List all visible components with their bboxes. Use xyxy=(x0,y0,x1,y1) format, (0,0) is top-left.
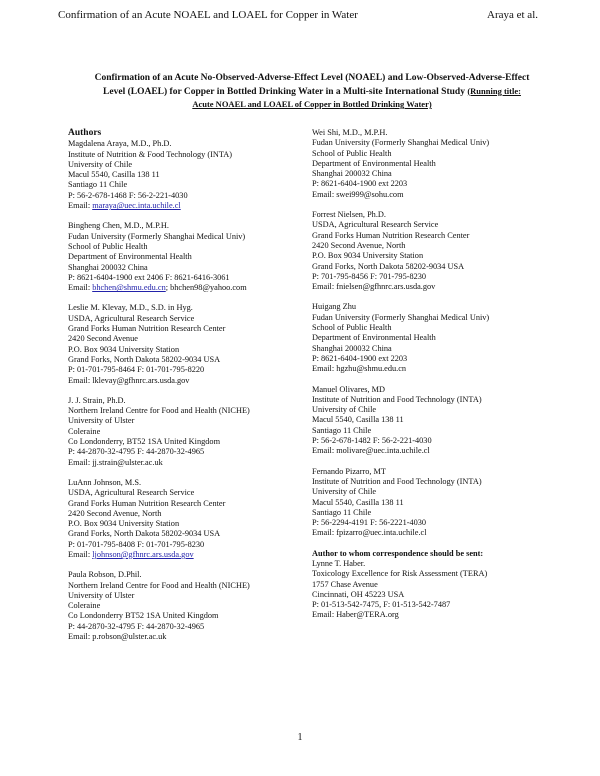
author-detail-line: Co Londonderry BT52 1SA United Kingdom xyxy=(68,611,219,621)
author-detail-line: P: 701-795-8456 F: 701-795-8230 xyxy=(312,271,427,281)
email-line xyxy=(68,283,298,293)
author-detail-line: Fudan University (Formerly Shanghai Medical Univ) xyxy=(68,231,246,241)
author-detail-line: 2420 Second Avenue xyxy=(68,334,138,344)
author-detail-line: Grand Forks Human Nutrition Research Center xyxy=(68,498,226,508)
author-block xyxy=(68,221,298,293)
author-detail-line: Department of Environmental Health xyxy=(68,252,192,262)
author-detail-line: USDA, Agricultural Research Service xyxy=(68,313,195,323)
author-detail-line: Fudan University (Formerly Shanghai Medical Univ) xyxy=(312,312,490,322)
author-detail-line: Grand Forks Human Nutrition Research Center xyxy=(68,324,226,334)
right-author-list xyxy=(312,128,552,539)
author-detail-line: Shanghai 200032 China xyxy=(312,343,392,353)
author-detail-line: 2420 Second Avenue, North xyxy=(312,240,406,250)
author-detail-line: Coleraine xyxy=(68,426,101,436)
author-detail-line: Department of Environmental Health xyxy=(312,158,436,168)
author-detail-line: Northern Ireland Centre for Food and Health (NICHE) xyxy=(68,580,250,590)
author-detail-line: School of Public Health xyxy=(68,241,148,251)
email-extra: ; bhchen98@yahoo.com xyxy=(165,283,247,293)
author-detail-line: Grand Forks, North Dakota 58202-9034 USA xyxy=(68,354,221,364)
author-name: Manuel Olivares, MD xyxy=(312,384,386,394)
author-detail-line: P: 8621-6404-1900 ext 2203 xyxy=(312,353,408,363)
paper-title xyxy=(92,72,532,112)
author-block xyxy=(68,478,298,560)
author-block xyxy=(68,570,298,642)
author-detail-line: Email: swei999@sohu.com xyxy=(312,189,404,199)
correspondence-heading: Author to whom correspondence should be sent: xyxy=(312,548,484,558)
author-detail-line: University of Chile xyxy=(312,405,377,415)
author-detail-line: Coleraine xyxy=(68,601,101,611)
correspondence-line: Email: Haber@TERA.org xyxy=(312,610,399,620)
email-label: Email: xyxy=(68,283,93,293)
email-label: Email: xyxy=(68,201,93,211)
author-block xyxy=(312,467,552,539)
correspondence-line: Lynne T. Haber. xyxy=(312,558,366,568)
author-detail-line: P: 56-2-678-1482 F: 56-2-221-4030 xyxy=(312,436,432,446)
author-detail-line: P: 44-2870-32-4795 F: 44-2870-32-4965 xyxy=(68,447,205,457)
author-detail-line: P.O. Box 9034 University Station xyxy=(312,251,424,261)
email-link[interactable]: ljohnson@gfhnrc.ars.usda.gov xyxy=(92,549,194,559)
author-detail-line: Shanghai 200032 China xyxy=(312,169,392,179)
author-detail-line: P: 56-2-678-1468 F: 56-2-221-4030 xyxy=(68,190,188,200)
correspondence-line: 1757 Chase Avenue xyxy=(312,579,378,589)
author-detail-line: Macul 5540, Casilla 138 11 xyxy=(312,497,404,507)
author-block xyxy=(312,128,552,200)
author-detail-line: Santiago 11 Chile xyxy=(312,507,372,517)
author-detail-line: University of Chile xyxy=(68,159,133,169)
author-name: Paula Robson, D.Phil. xyxy=(68,570,142,580)
author-block xyxy=(312,385,552,457)
left-author-list xyxy=(68,139,298,642)
authors-right-column xyxy=(312,128,552,631)
author-detail-line: Institute of Nutrition and Food Technology (INTA) xyxy=(312,476,482,486)
author-detail-line: P.O. Box 9034 University Station xyxy=(68,519,180,529)
author-detail-line: School of Public Health xyxy=(312,323,392,333)
author-detail-line: Grand Forks, North Dakota 58202-9034 USA xyxy=(312,261,465,271)
author-detail-line: Fudan University (Formerly Shanghai Medical Univ) xyxy=(312,138,490,148)
correspondence-lines xyxy=(312,559,552,621)
correspondence-line: P: 01-513-542-7475, F: 01-513-542-7487 xyxy=(312,600,451,610)
author-detail-line: Department of Environmental Health xyxy=(312,333,436,343)
running-header: Confirmation of an Acute NOAEL and LOAEL for Copper in Water xyxy=(58,9,358,21)
author-block xyxy=(68,396,298,468)
author-block xyxy=(312,210,552,292)
author-detail-line: P.O. Box 9034 University Station xyxy=(68,344,180,354)
author-detail-line: Macul 5540, Casilla 138 11 xyxy=(68,170,160,180)
email-link[interactable]: maraya@uec.inta.uchile.cl xyxy=(92,201,181,211)
author-detail-line: 2420 Second Avenue, North xyxy=(68,508,162,518)
author-detail-line: University of Ulster xyxy=(68,590,135,600)
email-label: Email: xyxy=(68,549,93,559)
author-name: Forrest Nielsen, Ph.D. xyxy=(312,210,386,220)
author-name: Wei Shi, M.D., M.P.H. xyxy=(312,128,388,137)
author-detail-line: P: 44-2870-32-4795 F: 44-2870-32-4965 xyxy=(68,621,205,631)
author-detail-line: Email: fnielsen@gfhnrc.ars.usda.gov xyxy=(312,282,436,292)
author-detail-line: Email: hgzhu@shmu.edu.cn xyxy=(312,364,407,374)
author-detail-line: Email: lklevay@gfhnrc.ars.usda.gov xyxy=(68,375,190,385)
author-name: LuAnn Johnson, M.S. xyxy=(68,477,142,487)
authors-left-column xyxy=(68,128,298,652)
page-number: 1 xyxy=(297,732,303,743)
author-detail-line: Grand Forks, North Dakota 58202-9034 USA xyxy=(68,529,221,539)
author-detail-line: Institute of Nutrition and Food Technology (INTA) xyxy=(312,394,482,404)
author-detail-line: Santiago 11 Chile xyxy=(68,180,128,190)
author-detail-line: USDA, Agricultural Research Service xyxy=(312,220,439,230)
author-detail-line: P: 8621-6404-1900 ext 2203 xyxy=(312,179,408,189)
author-detail-line: Macul 5540, Casilla 138 11 xyxy=(312,415,404,425)
correspondence-block xyxy=(312,549,552,621)
email-line xyxy=(68,550,298,560)
author-detail-line: P: 56-2294-4191 F: 56-2221-4030 xyxy=(312,518,427,528)
author-detail-line: P: 8621-6404-1900 ext 2406 F: 8621-6416-3061 xyxy=(68,272,230,282)
author-detail-line: P: 01-701-795-8408 F: 01-701-795-8230 xyxy=(68,539,205,549)
author-detail-line: School of Public Health xyxy=(312,148,392,158)
author-detail-line: University of Chile xyxy=(312,487,377,497)
author-detail-line: Email: jj.strain@ulster.ac.uk xyxy=(68,457,163,467)
author-name: Bingheng Chen, M.D., M.P.H. xyxy=(68,221,169,231)
correspondence-line: Toxicology Excellence for Risk Assessment (TERA) xyxy=(312,569,488,579)
author-detail-line: Email: p.robson@ulster.ac.uk xyxy=(68,632,167,642)
author-block xyxy=(68,303,298,385)
author-name: Leslie M. Klevay, M.D., S.D. in Hyg. xyxy=(68,303,193,313)
email-line xyxy=(68,201,298,211)
author-detail-line: Grand Forks Human Nutrition Research Center xyxy=(312,230,470,240)
author-name: Fernando Pizarro, MT xyxy=(312,466,386,476)
author-detail-line: University of Ulster xyxy=(68,416,135,426)
author-detail-line: Email: molivare@uec.inta.uchile.cl xyxy=(312,446,430,456)
author-name: J. J. Strain, Ph.D. xyxy=(68,395,126,405)
author-detail-line: Shanghai 200032 China xyxy=(68,262,148,272)
author-name: Huigang Zhu xyxy=(312,302,357,312)
authors-heading: Authors xyxy=(68,128,102,138)
title-main: Confirmation of an Acute No-Observed-Adverse-Effect Level (NOAEL) and Low-Observed-Adverse-Effect Level (LOAEL) for Copper in Bottled Drinking Water in a Multi-site International Study xyxy=(94,73,530,97)
author-detail-line: Institute of Nutrition & Food Technology (INTA) xyxy=(68,149,233,159)
author-detail-line: Co Londonderry, BT52 1SA United Kingdom xyxy=(68,437,221,447)
author-detail-line: USDA, Agricultural Research Service xyxy=(68,488,195,498)
author-block xyxy=(312,302,552,374)
author-detail-line: Northern Ireland Centre for Food and Health (NICHE) xyxy=(68,406,250,416)
author-detail-line: Santiago 11 Chile xyxy=(312,425,372,435)
author-detail-line: P: 01-701-795-8464 F: 01-701-795-8220 xyxy=(68,365,205,375)
running-title-label: (Running title: Acute NOAEL and LOAEL of Copper in Bottled Drinking Water) xyxy=(192,85,521,109)
email-link[interactable]: bhchen@shmu.edu.cn xyxy=(92,283,166,293)
author-name: Magdalena Araya, M.D., Ph.D. xyxy=(68,139,172,149)
correspondence-line: Cincinnati, OH 45223 USA xyxy=(312,589,405,599)
author-block xyxy=(68,139,298,211)
header-authors: Araya et al. xyxy=(487,9,538,21)
author-detail-line: Email: fpizarro@uec.inta.uchile.cl xyxy=(312,528,427,538)
